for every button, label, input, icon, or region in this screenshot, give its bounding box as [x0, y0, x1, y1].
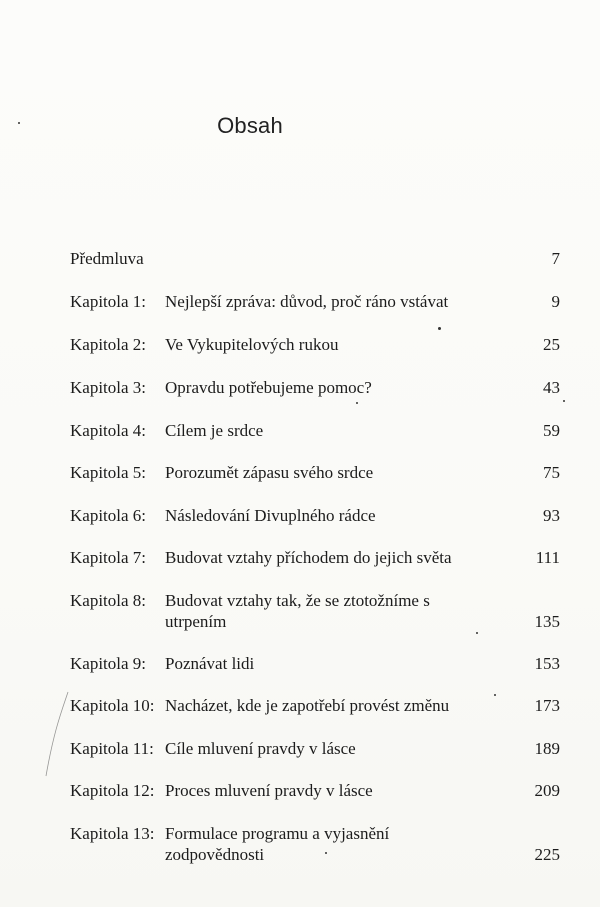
toc-entry-page: 75 — [543, 463, 560, 482]
dust-speck — [438, 327, 441, 330]
toc-entry — [70, 653, 560, 675]
pencil-mark — [38, 690, 78, 780]
toc-entry-page: 189 — [534, 739, 560, 758]
toc-entry-page: 135 — [534, 612, 560, 631]
toc-entry-page: 225 — [534, 845, 560, 864]
toc-entry-page: 111 — [535, 548, 560, 567]
toc-entry — [70, 505, 560, 527]
toc-entry-label: Kapitola 5: — [70, 463, 147, 482]
dust-speck — [476, 632, 478, 634]
dust-speck — [18, 122, 20, 124]
toc-entry-title: Poznávat lidi — [165, 654, 255, 673]
toc-entry-title: Cílem je srdce — [165, 421, 264, 440]
toc-entry-title: Budovat vztahy tak, že se ztotožníme s utrpením — [165, 591, 430, 631]
toc-entry-title: Proces mluvení pravdy v lásce — [165, 781, 373, 800]
toc-entry — [70, 420, 560, 442]
toc-entry-title: Budovat vztahy příchodem do jejich světa — [165, 548, 452, 567]
toc-entry-title: Formulace programu a vyjasnění zodpovědnosti — [165, 824, 390, 864]
toc-entry — [70, 823, 560, 867]
toc-entry-title: Ve Vykupitelových rukou — [165, 335, 339, 354]
toc-entry-title: Opravdu potřebujeme pomoc? — [165, 378, 372, 397]
toc-entry-label: Kapitola 9: — [70, 654, 147, 673]
toc-entry-title: Nacházet, kde je zapotřebí provést změnu — [165, 696, 450, 715]
toc-entry-page: 209 — [534, 781, 560, 800]
toc-entry — [70, 547, 560, 569]
toc-entry-label: Kapitola 3: — [70, 378, 147, 397]
toc-entry — [70, 780, 560, 802]
toc-entry-title: Nejlepší zpráva: důvod, proč ráno vstávat — [165, 292, 449, 311]
toc-entry-label: Kapitola 4: — [70, 421, 147, 440]
toc-entry-label: Kapitola 7: — [70, 548, 147, 567]
toc-entry — [70, 738, 560, 760]
toc-entry — [70, 291, 560, 313]
toc-entry-page: 25 — [543, 335, 560, 354]
toc-entry-title: Následování Divuplného rádce — [165, 506, 376, 525]
toc-entry — [70, 377, 560, 399]
toc-entry — [70, 695, 560, 717]
page-title: Obsah — [217, 113, 283, 138]
toc-entry-page: 9 — [551, 292, 560, 311]
toc-entry-label: Kapitola 2: — [70, 335, 147, 354]
toc-entry-label: Kapitola 8: — [70, 591, 147, 610]
toc-entry-label: Kapitola 12: — [70, 781, 155, 800]
dust-speck — [563, 400, 565, 402]
toc-entry-page: 173 — [534, 696, 560, 715]
toc-entry-page: 93 — [543, 506, 560, 525]
toc-entry-page: 7 — [551, 249, 560, 268]
toc-entry-page: 43 — [543, 378, 560, 397]
toc-entry-title: Cíle mluvení pravdy v lásce — [165, 739, 356, 758]
toc-entry — [70, 334, 560, 356]
dust-speck — [356, 402, 358, 404]
toc-entry-label: Kapitola 10: — [70, 696, 155, 715]
toc-entry-title: Porozumět zápasu svého srdce — [165, 463, 374, 482]
toc-entry-label: Kapitola 6: — [70, 506, 147, 525]
toc-entry — [70, 590, 560, 634]
dust-speck — [325, 852, 327, 854]
toc-entry-label: Předmluva — [70, 249, 144, 268]
toc-entry-label: Kapitola 11: — [70, 739, 154, 758]
toc-entry-label: Kapitola 13: — [70, 824, 155, 843]
toc-entry-page: 153 — [534, 654, 560, 673]
toc-entry — [70, 462, 560, 484]
toc-entry — [70, 248, 560, 270]
dust-speck — [494, 694, 496, 696]
toc-entry-label: Kapitola 1: — [70, 292, 147, 311]
toc-entry-page: 59 — [543, 421, 560, 440]
